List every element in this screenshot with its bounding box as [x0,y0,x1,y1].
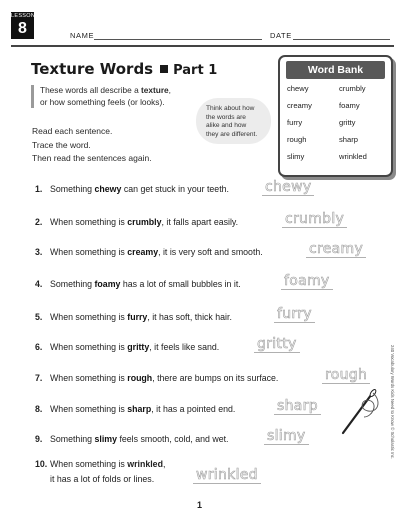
word-bank-item: gritty [339,118,356,127]
intro-text [31,85,215,108]
page-title [31,60,217,78]
sentence-text: When something is [50,247,128,257]
word-bank-item: slimy [287,152,305,161]
sentence-text: When something is [50,217,128,227]
word-bank [278,55,393,177]
sentence-keyword: furry [127,312,148,322]
trace-word[interactable]: slimy [264,428,309,445]
trace-word[interactable]: rough [322,367,370,384]
instruction-line: Then read the sentences again. [32,153,152,163]
title-main: Texture Words [31,60,154,78]
sentence-text: When something is [50,342,128,352]
intro-bold-word: texture [141,85,169,95]
sentence-number: 10. [35,459,48,469]
sentence-keyword: sharp [127,404,152,414]
square-bullet-icon [160,65,168,73]
name-label: NAME [70,31,95,40]
lesson-label: LESSON [11,13,36,19]
date-label: DATE [270,31,292,40]
sentence-text: , it falls apart easily. [161,217,239,227]
instructions [32,125,152,166]
trace-word[interactable]: chewy [262,179,314,196]
sentence-item [35,184,229,194]
date-field[interactable] [293,39,390,40]
trace-word[interactable]: foamy [281,273,333,290]
sentence-keyword: slimy [94,434,117,444]
sentence-text: , [162,459,166,469]
sentence-keyword: rough [127,373,153,383]
sentence-text: can get stuck in your teeth. [121,184,229,194]
intro-line1-end: , [168,85,171,95]
word-bank-item: crumbly [339,84,366,93]
sentence-text: When something is [50,312,128,322]
sentence-item [35,434,229,444]
title-part: Part 1 [173,63,218,78]
sentence-keyword: foamy [94,279,121,289]
sentence-item [35,247,263,257]
word-bank-item: rough [287,135,307,144]
word-bank-item: creamy [287,101,312,110]
intro-line1: These words all describe a [40,85,141,95]
sentence-number: 1. [35,184,43,194]
sentence-keyword: chewy [94,184,122,194]
sentence-number: 8. [35,404,43,414]
copyright-notice [388,345,397,505]
sentence-keyword: creamy [127,247,159,257]
word-bank-item: furry [287,118,303,127]
trace-word[interactable]: creamy [306,241,366,258]
sentence-text: Something [50,279,95,289]
lesson-number: 8 [18,20,27,37]
trace-word[interactable]: furry [274,306,315,323]
sentence-text: Something [50,184,95,194]
word-bank-title: Word Bank [286,61,385,79]
bubble-line: they are different. [206,130,258,138]
sentence-number: 9. [35,434,43,444]
sentence-text: , it has soft, thick hair. [147,312,232,322]
sentence-item [35,457,165,487]
sentence-text: , it is very soft and smooth. [158,247,263,257]
header-rule [11,45,394,47]
bubble-line: alike and how [206,122,247,129]
sentence-item [35,404,235,414]
word-bank-item: wrinkled [339,152,367,161]
sentence-keyword: crumbly [127,217,162,227]
sentence-number: 6. [35,342,43,352]
instruction-line: Trace the word. [32,139,91,150]
trace-word[interactable]: wrinkled [193,467,261,484]
intro-line2: or how something feels (or looks). [40,96,165,107]
trace-word[interactable]: crumbly [282,211,347,228]
copyright-text: 240 Vocabulary Words Kids Need to Know © Scholastic Inc. [390,345,395,460]
sentence-text: When something is [50,373,128,383]
sentence-text: , it feels like sand. [149,342,220,352]
page-number: 1 [197,500,203,510]
sentence-text: Something [50,434,95,444]
sentence-number: 2. [35,217,43,227]
name-field[interactable] [94,39,262,40]
lesson-badge [11,12,34,39]
sentence-number: 4. [35,279,43,289]
sentence-text: feels smooth, cold, and wet. [117,434,229,444]
trace-word[interactable]: gritty [254,336,300,353]
sentence-item [35,312,232,322]
sentence-item [35,373,278,383]
word-bank-item: chewy [287,84,309,93]
sentence-text: When something is [50,404,128,414]
sentence-text: When something is [50,459,128,469]
trace-word[interactable]: sharp [274,398,321,415]
word-bank-item: foamy [339,101,360,110]
word-bank-item: sharp [339,135,358,144]
needle-thread-icon [338,387,384,437]
bubble-line: Think about how [206,105,255,112]
instruction-line: Read each sentence. [32,126,113,136]
sentence-text: , there are bumps on its surface. [152,373,279,383]
sentence-number: 7. [35,373,43,383]
sentence-text: , it has a pointed end. [151,404,236,414]
sentence-item [35,342,219,352]
sentence-keyword: wrinkled [127,459,163,469]
thought-bubble [196,98,271,144]
sentence-text: it has a lot of folds or lines. [50,474,155,484]
sentence-item [35,217,238,227]
bubble-line: the words are [206,113,246,121]
word-bank-grid [280,82,391,163]
sentence-number: 5. [35,312,43,322]
sentence-item [35,279,241,289]
sentence-keyword: gritty [127,342,150,352]
sentence-number: 3. [35,247,43,257]
sentence-text: has a lot of small bubbles in it. [120,279,241,289]
